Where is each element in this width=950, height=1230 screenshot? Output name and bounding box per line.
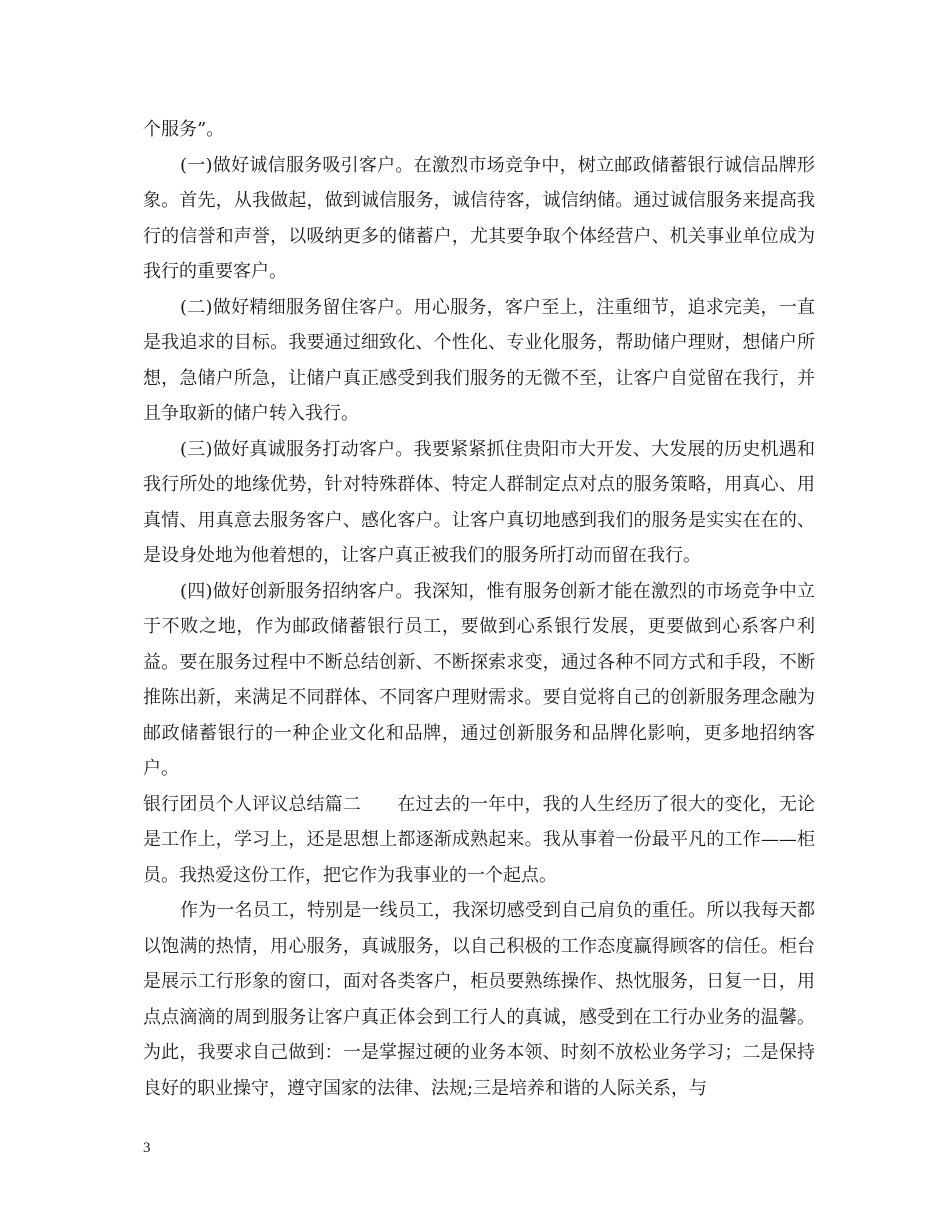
paragraph: 作为一名员工，特别是一线员工，我深切感受到自己肩负的重任。所以我每天都以饱满的热情，用心服务，真诚服务，以自己积极的工作态度赢得顾客的信任。柜台是展示工行形象的窗口，面对各类客户，柜员要熟练操作、热忱服务，日复一日，用点点滴滴的周到服务让客户真正体会到工行人的真诚，感受到在工行办业务的温馨。为此，我要求自己做到：一是掌握过硬的业务本领、时刻不放松业务学习；二是保持良好的职业操守，遵守国家的法律、法规;三是培养和谐的人际关系，与 xyxy=(143,900,815,1099)
paragraph: (二)做好精细服务留住客户。用心服务，客户至上，注重细节，追求完美，一直是我追求的目标。我要通过细致化、个性化、专业化服务，帮助储户理财，想储户所想，急储户所急，让储户真正感受到我们服务的无微不至，让客户自觉留在我行，并且争取新的储户转入我行。 xyxy=(143,296,815,424)
section-heading-paragraph: 银行团员个人评议总结篇二 在过去的一年中，我的人生经历了很大的变化，无论是工作上，学习上，还是思想上都逐渐成熟起来。我从事着一份最平凡的工作——柜员。我热爱这份工作，把它作为我事业的一个起点。 xyxy=(143,793,815,886)
paragraph: (四)做好创新服务招纳客户。我深知，惟有服务创新才能在激烈的市场竞争中立于不败之地，作为邮政储蓄银行员工，要做到心系银行发展，更要做到心系客户利益。要在服务过程中不断总结创新、不断探索求变，通过各种不同方式和手段，不断推陈出新，来满足不同群体、不同客户理财需求。要自觉将自己的创新服务理念融为邮政储蓄银行的一种企业文化和品牌，通过创新服务和品牌化影响，更多地招纳客户。 xyxy=(143,580,815,779)
paragraph: (一)做好诚信服务吸引客户。在激烈市场竞争中，树立邮政储蓄银行诚信品牌形象。首先，从我做起，做到诚信服务，诚信待客，诚信纳储。通过诚信服务来提高我行的信誉和声誉，以吸纳更多的储蓄户，尤其要争取个体经营户、机关事业单位成为我行的重要客户。 xyxy=(143,154,815,282)
document-body xyxy=(143,112,815,1106)
page-number: 3 xyxy=(143,1140,151,1156)
paragraph: (三)做好真诚服务打动客户。我要紧紧抓住贵阳市大开发、大发展的历史机遇和我行所处的地缘优势，针对特殊群体、特定人群制定点对点的服务策略，用真心、用真情、用真意去服务客户、感化客户。让客户真切地感到我们的服务是实实在在的、是设身处地为他着想的，让客户真正被我们的服务所打动而留在我行。 xyxy=(143,438,815,566)
paragraph: 个服务”。 xyxy=(143,119,225,140)
